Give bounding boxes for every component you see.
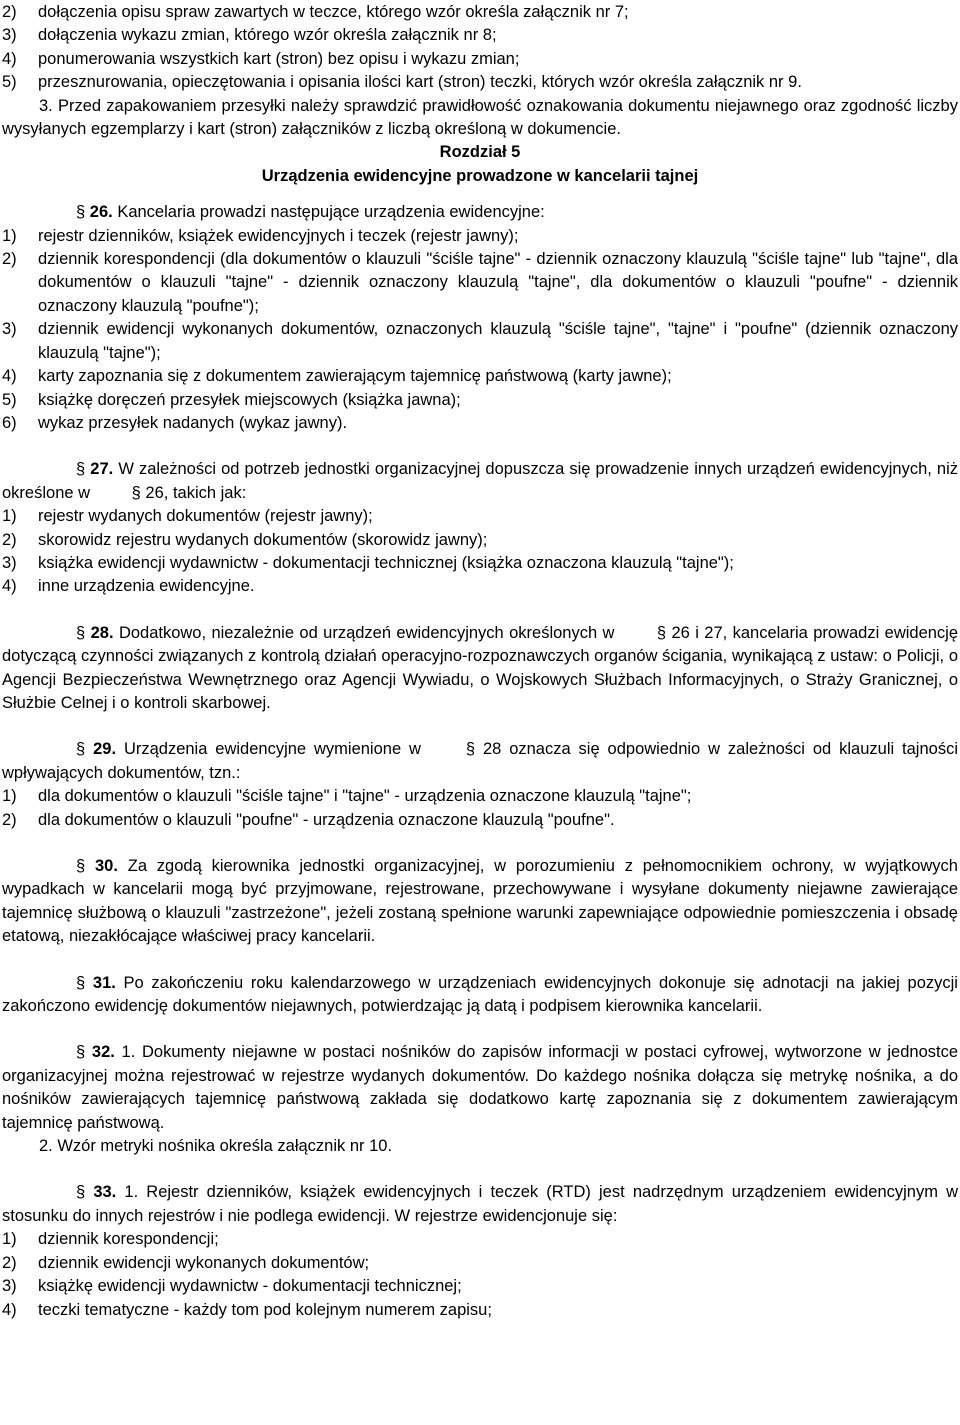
list-item <box>2 809 958 832</box>
list-item <box>2 24 958 47</box>
list-number: 1) <box>2 787 17 806</box>
list-number: 2) <box>2 530 17 549</box>
paragraph-number: 30. <box>95 857 118 875</box>
list-item <box>2 505 958 528</box>
paragraph-32 <box>2 1041 958 1135</box>
list-item <box>2 1228 958 1251</box>
list-text: dziennik korespondencji; <box>38 1230 219 1249</box>
section-sign: § <box>656 623 667 642</box>
paragraph-33 <box>2 1181 958 1228</box>
list-number: 5) <box>2 390 17 409</box>
paragraph-30 <box>2 855 958 949</box>
list-item <box>2 1 958 24</box>
list-item <box>2 1299 958 1322</box>
list-item <box>2 48 958 71</box>
paragraph-31 <box>2 972 958 1019</box>
paragraph-text: Dodatkowo, niezależnie od urządzeń ewidencyjnych określonych w <box>118 623 615 642</box>
section-sign: § <box>76 973 86 992</box>
list-item <box>2 412 958 435</box>
paragraph-text: 26, takich jak: <box>145 483 247 502</box>
paragraph-28 <box>2 622 958 716</box>
list-item <box>2 225 958 248</box>
list-number: 2) <box>2 1253 17 1272</box>
section-sign: § <box>76 1183 86 1202</box>
chapter-title: Rozdział 5 <box>439 143 521 162</box>
list-item <box>2 389 958 412</box>
list-text: dołączenia wykazu zmian, którego wzór określa załącznik nr 8; <box>38 26 497 45</box>
paragraph-text: Urządzenia ewidencyjne wymienione w <box>123 740 421 759</box>
section-sign: § <box>76 1043 86 1062</box>
paragraph-text: Po zakończeniu roku kalendarzowego w urządzeniach ewidencyjnych dokonuje się adnotacji na jakiej pozycji zakończono ewidencję dokumentów niejawnych, potwierdzając ją datą i podpisem kierownika kancelarii. <box>2 973 958 1016</box>
paragraph-26 <box>2 201 958 224</box>
list-text: inne urządzenia ewidencyjne. <box>38 577 255 596</box>
paragraph-number: 31. <box>92 973 116 992</box>
paragraph-number: 3. <box>39 96 53 115</box>
list-text: skorowidz rejestru wydanych dokumentów (skorowidz jawny); <box>38 530 488 549</box>
section-sign: § <box>76 623 86 642</box>
paragraph-25-3 <box>2 95 958 142</box>
list-number: 4) <box>2 577 17 596</box>
list-text: rejestr wydanych dokumentów (rejestr jawny); <box>38 507 373 526</box>
section-sign: § <box>76 740 86 759</box>
list-item <box>2 365 958 388</box>
list-item <box>2 318 958 365</box>
paragraph-text: W zależności od potrzeb jednostki organizacyjnej dopuszcza się prowadzenie innych urządzeń ewidencyjnych, niż określone w <box>2 460 959 502</box>
list-number: 1) <box>2 507 17 526</box>
list-item <box>2 552 958 575</box>
list-text: książkę ewidencji wydawnictw - dokumentacji technicznej; <box>38 1277 462 1296</box>
list-text: ponumerowania wszystkich kart (stron) bez opisu i wykazu zmian; <box>38 49 520 68</box>
paragraph-number: 27. <box>90 460 114 479</box>
list-number: 3) <box>2 1277 17 1296</box>
list-text: dziennik ewidencji wykonanych dokumentów; <box>38 1253 370 1272</box>
list-item <box>2 1275 958 1298</box>
section-sign: § <box>131 483 141 502</box>
list-text: teczki tematyczne - każdy tom pod kolejnym numerem zapisu; <box>38 1300 492 1319</box>
paragraph-text: Za zgodą kierownika jednostki organizacyjnej, w porozumieniu z pełnomocnikiem ochrony, w wyjątkowych wypadkach w kancelarii mogą być przyjmowane, rejestrowane, przechowywane i wysyłane dokumenty niejawne zawierające tajemnicę służbową o klauzuli "zastrzeżone", jeżeli zostaną spełnione warunki zapewniające odpowiednie pomieszczenia i obsadę etatową, niezakłócające właściwej pracy kancelarii. <box>2 857 958 946</box>
list-item <box>2 71 958 94</box>
paragraph-number: 32. <box>91 1043 115 1062</box>
section-sign: § <box>76 857 86 875</box>
list-text: dziennik ewidencji wykonanych dokumentów, oznaczonych klauzulą "ściśle tajne", "tajne" i "poufne" (dziennik oznaczony klauzulą "tajne"); <box>38 320 958 362</box>
list-text: karty zapoznania się z dokumentem zawierającym tajemnicę państwową (karty jawne); <box>38 367 672 386</box>
paragraph-text: Przed zapakowaniem przesyłki należy sprawdzić prawidłowość oznakowania dokumentu niejawnego oraz zgodność liczby wysyłanych egzemplarzy i kart (stron) załączników z liczbą określoną w dokumencie. <box>2 96 958 139</box>
list-number: 2) <box>2 250 17 269</box>
list-text: książkę doręczeń przesyłek miejscowych (książka jawna); <box>38 390 461 409</box>
list-item <box>2 248 958 318</box>
paragraph-29 <box>2 738 958 785</box>
list-number: 3) <box>2 26 17 45</box>
section-sign: § <box>76 460 86 479</box>
list-text: dla dokumentów o klauzuli "poufne" - urządzenia oznaczone klauzulą "poufne". <box>38 810 615 829</box>
list-number: 4) <box>2 1300 17 1319</box>
list-number: 3) <box>2 553 17 572</box>
list-text: dołączenia opisu spraw zawartych w teczce, którego wzór określa załącznik nr 7; <box>38 3 629 21</box>
chapter-subtitle: Urządzenia ewidencyjne prowadzone w kancelarii tajnej <box>261 166 699 185</box>
paragraph-text: 1. Dokumenty niejawne w postaci nośników do zapisów informacji w postaci cyfrowej, wytworzone w jednostce organizacyjnej można rejestrować w rejestrze wydanych dokumentów. Do każdego nośnika dołącza się metrykę nośnika, a do nośników zawierających tajemnicę państwową zakłada się dodatkowo kartę zapoznania się z dokumentem zawierającym tajemnicę państwową. <box>2 1043 959 1132</box>
list-text: dla dokumentów o klauzuli "ściśle tajne" i "tajne" - urządzenia oznaczone klauzulą "tajne"; <box>38 787 692 806</box>
paragraph-text: 1. Rejestr dzienników, książek ewidencyjnych i teczek (RTD) jest nadrzędnym urządzeniem ewidencyjnym w stosunku do innych rejestrów i nie podlega ewidencji. W rejestrze ewidencjonuje się: <box>2 1183 958 1225</box>
paragraph-number: 33. <box>93 1183 117 1202</box>
list-number: 6) <box>2 413 17 432</box>
list-number: 1) <box>2 226 17 245</box>
list-number: 5) <box>2 73 17 92</box>
section-sign: § <box>465 740 476 759</box>
list-item <box>2 1252 958 1275</box>
paragraph-number: 26. <box>89 203 113 222</box>
paragraph-text: Kancelaria prowadzi następujące urządzenia ewidencyjne: <box>117 203 545 222</box>
paragraph-number: 29. <box>93 740 117 759</box>
list-item <box>2 575 958 598</box>
paragraph-32-2: 2. Wzór metryki nośnika określa załącznik nr 10. <box>39 1137 393 1156</box>
list-text: dziennik korespondencji (dla dokumentów o klauzuli "ściśle tajne" - dziennik oznaczony klauzulą "ściśle tajne" lub "tajne", dla dokumentów o klauzuli "tajne" - dziennik oznaczony klauzulą "tajne", dla dokumentów o klauzuli "poufne" - dziennik oznaczony klauzulą "poufne"); <box>38 250 958 315</box>
list-text: książka ewidencji wydawnictw - dokumentacji technicznej (książka oznaczona klauzulą "tajne"); <box>38 553 734 572</box>
paragraph-text: 28 oznacza się odpowiednio w zależności od klauzuli tajności wpływających dokumentów, tzn.: <box>2 740 958 782</box>
paragraph-number: 28. <box>90 623 114 642</box>
list-number: 2) <box>2 810 17 829</box>
list-number: 4) <box>2 49 17 68</box>
paragraph-27 <box>2 458 958 505</box>
list-number: 1) <box>2 1230 17 1249</box>
list-text: rejestr dzienników, książek ewidencyjnych i teczek (rejestr jawny); <box>38 226 519 245</box>
list-number: 4) <box>2 367 17 386</box>
list-item <box>2 529 958 552</box>
list-text: przesznurowania, opieczętowania i opisania ilości kart (stron) teczki, których wzór określa załącznik nr 9. <box>38 73 802 92</box>
section-sign: § <box>76 203 86 222</box>
list-item <box>2 785 958 808</box>
list-text: wykaz przesyłek nadanych (wykaz jawny). <box>38 413 348 432</box>
list-number: 2) <box>2 3 17 21</box>
paragraph-text: 26 i 27, kancelaria prowadzi ewidencję dotyczącą czynności związanych z kontrolą działań operacyjno-rozpoznawczych organów ścigania, wynikającą z ustaw: o Policji, o Agencji Bezpieczeństwa Wewnętrznego oraz Agencji Wywiadu, o Wojskowych Służbach Informacyjnych, o Straży Granicznej, o Służbie Celnej i o kontroli skarbowej. <box>2 623 959 712</box>
list-number: 3) <box>2 320 17 339</box>
